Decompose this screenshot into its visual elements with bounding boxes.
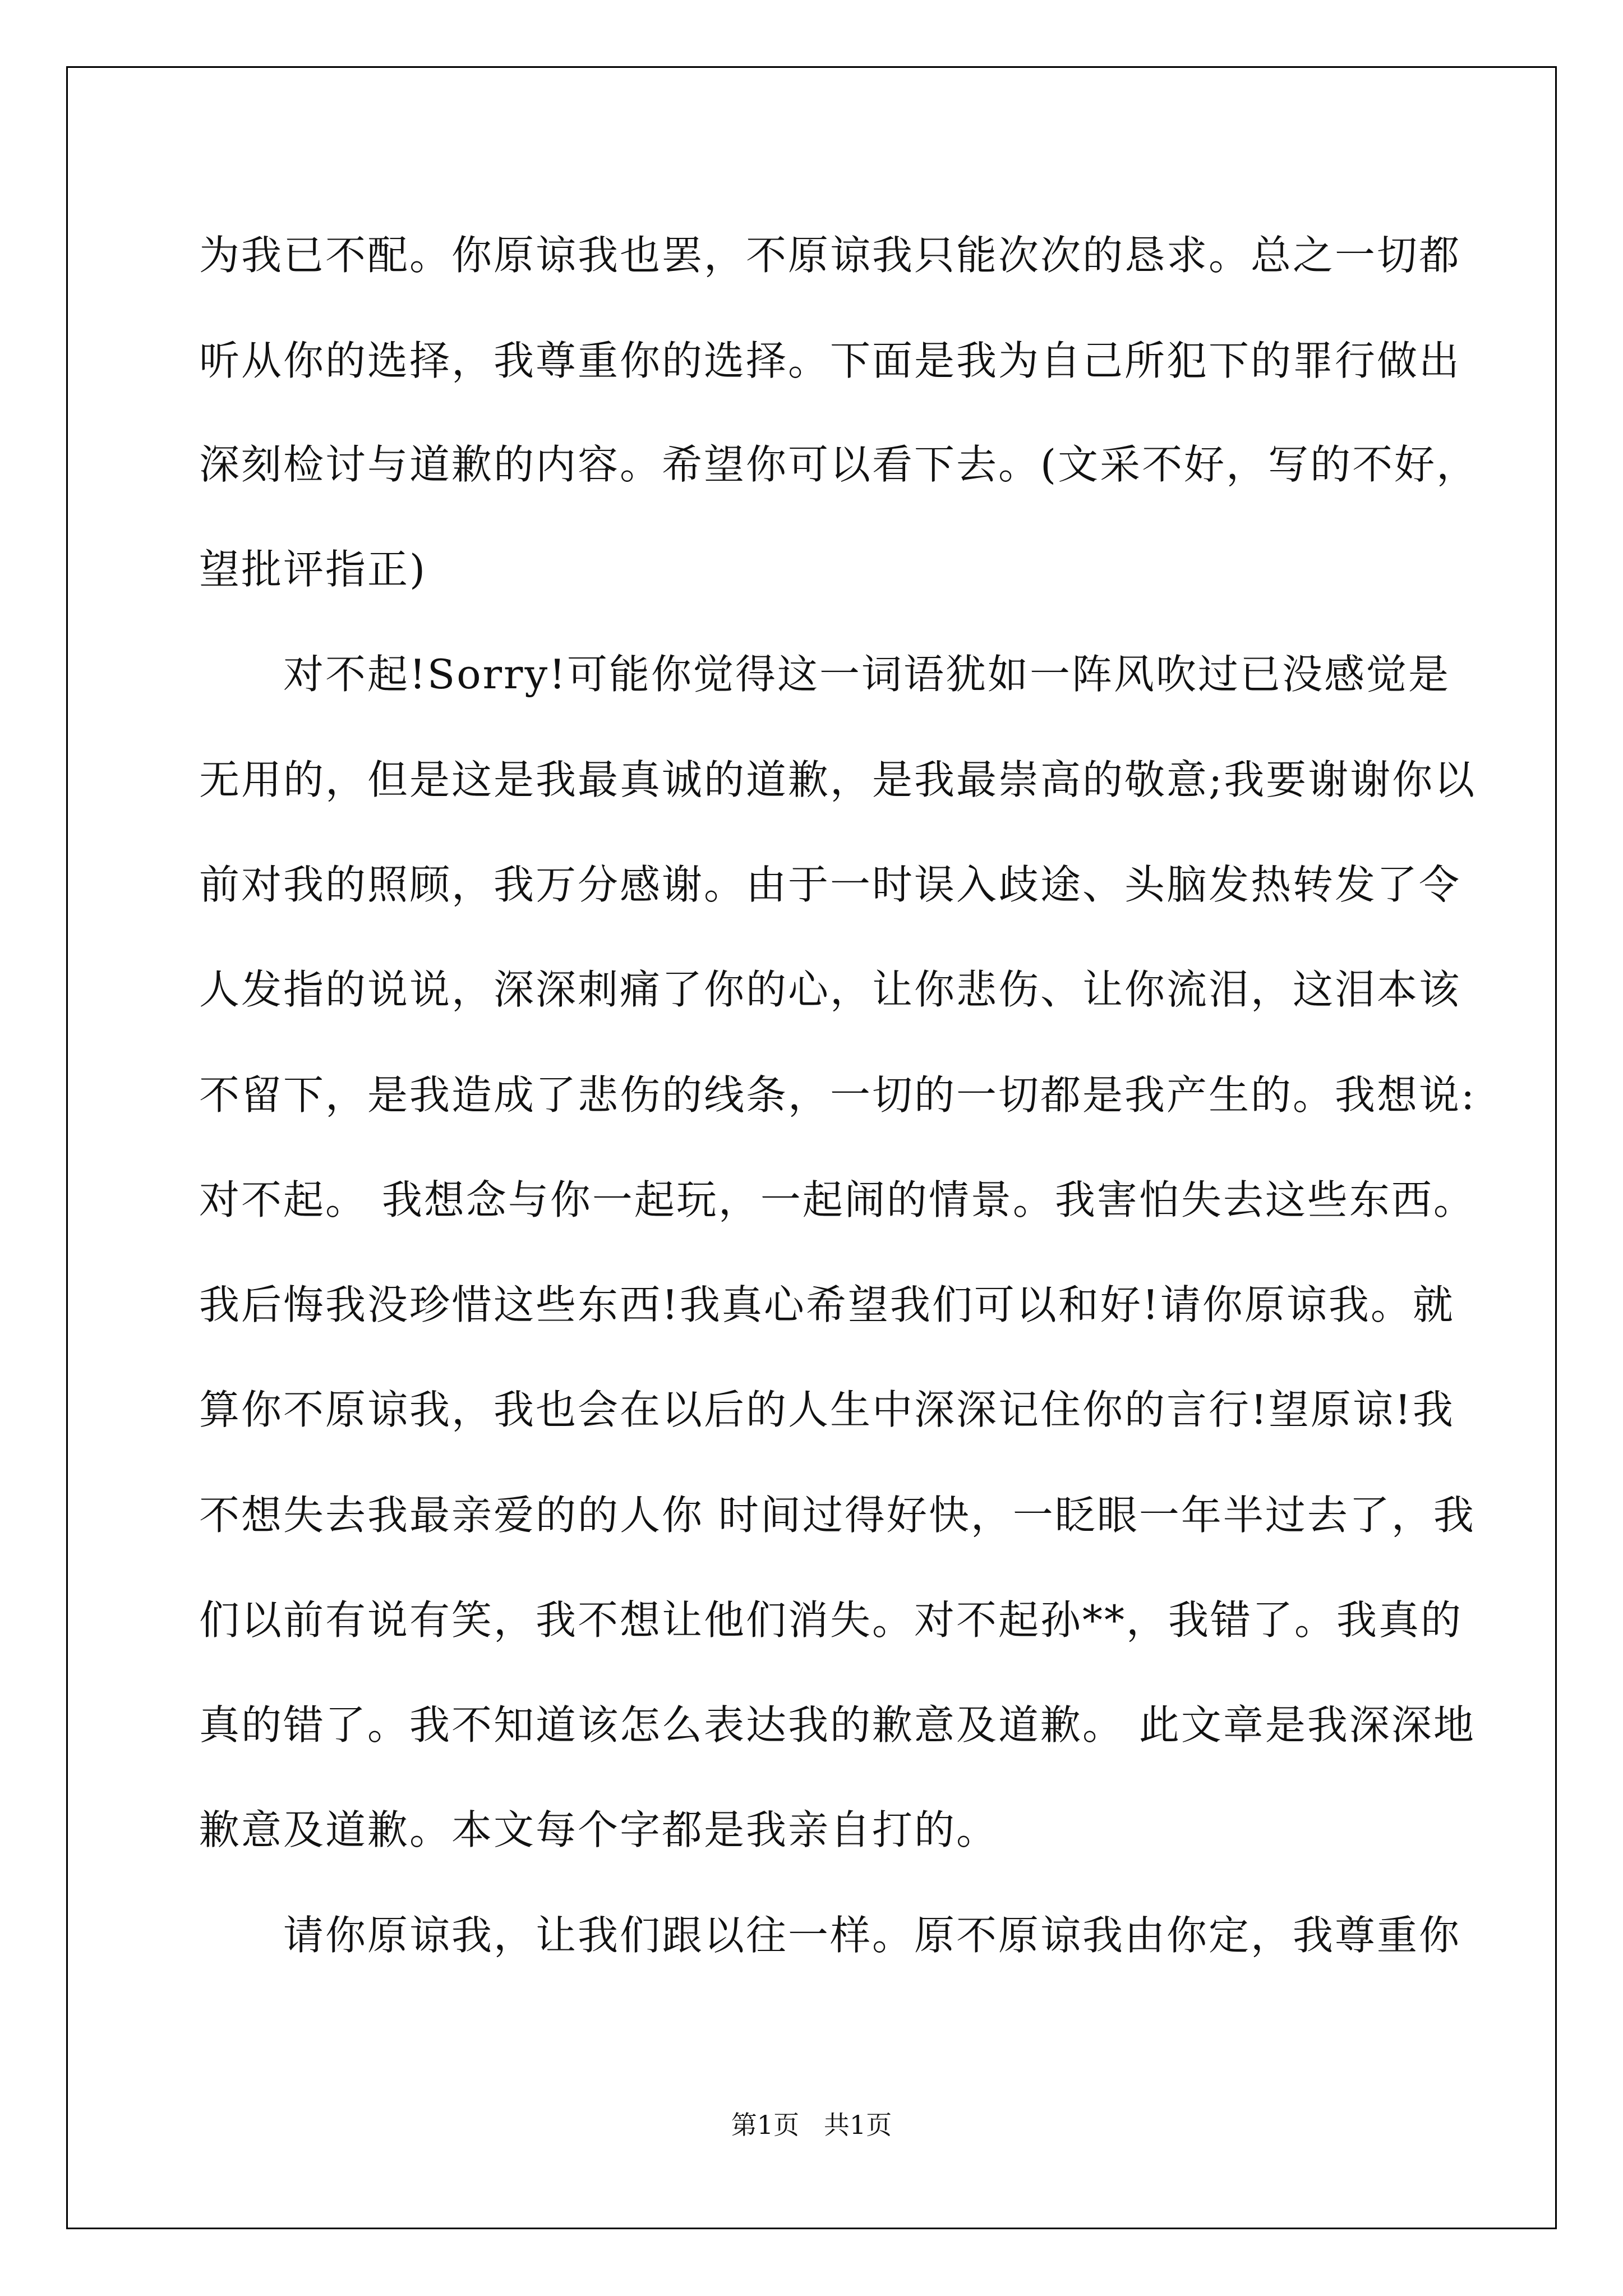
paragraph-line: 歉意及道歉。本文每个字都是我亲自打的。: [199, 1806, 999, 1853]
paragraph-line: 对不起。 我想念与你一起玩，一起闹的情景。我害怕失去这些东西。: [199, 1176, 1476, 1223]
paragraph-line: 们以前有说有笑，我不想让他们消失。对不起孙**，我错了。我真的: [199, 1596, 1463, 1644]
paragraph-line: 我后悔我没珍惜这些东西!我真心希望我们可以和好!请你原谅我。就: [199, 1281, 1455, 1328]
paragraph-line: 前对我的照顾，我万分感谢。由于一时误入歧途、头脑发热转发了令: [199, 861, 1461, 908]
paragraph-line: 真的错了。我不知道该怎么表达我的歉意及道歉。 此文章是我深深地: [199, 1701, 1476, 1749]
paragraph-line: 不想失去我最亲爱的的人你 时间过得好快，一眨眼一年半过去了，我: [199, 1492, 1476, 1539]
paragraph-line: 深刻检讨与道歉的内容。希望你可以看下去。(文采不好，写的不好，: [199, 441, 1479, 488]
paragraph-line: 请你原谅我，让我们跟以往一样。原不原谅我由你定，我尊重你: [283, 1912, 1461, 1959]
paragraph-line: 望批评指正): [199, 546, 427, 593]
paragraph-line: 不留下，是我造成了悲伤的线条，一切的一切都是我产生的。我想说:: [199, 1071, 1477, 1119]
paragraph-line: 为我已不配。你原谅我也罢，不原谅我只能次次的恳求。总之一切都: [199, 232, 1461, 279]
page-number-footer: 第1页 共1页: [731, 2110, 892, 2140]
paragraph-line: 算你不原谅我，我也会在以后的人生中深深记住你的言行!望原谅!我: [199, 1386, 1455, 1433]
page-border: [66, 66, 1557, 2229]
paragraph-line: 对不起!Sorry!可能你觉得这一词语犹如一阵风吹过已没感觉是: [283, 651, 1451, 698]
paragraph-line: 人发指的说说，深深刺痛了你的心，让你悲伤、让你流泪，这泪本该: [199, 966, 1461, 1013]
paragraph-line: 听从你的选择，我尊重你的选择。下面是我为自己所犯下的罪行做出: [199, 337, 1461, 384]
paragraph-line: 无用的，但是这是我最真诚的道歉，是我最崇高的敬意;我要谢谢你以: [199, 756, 1477, 803]
